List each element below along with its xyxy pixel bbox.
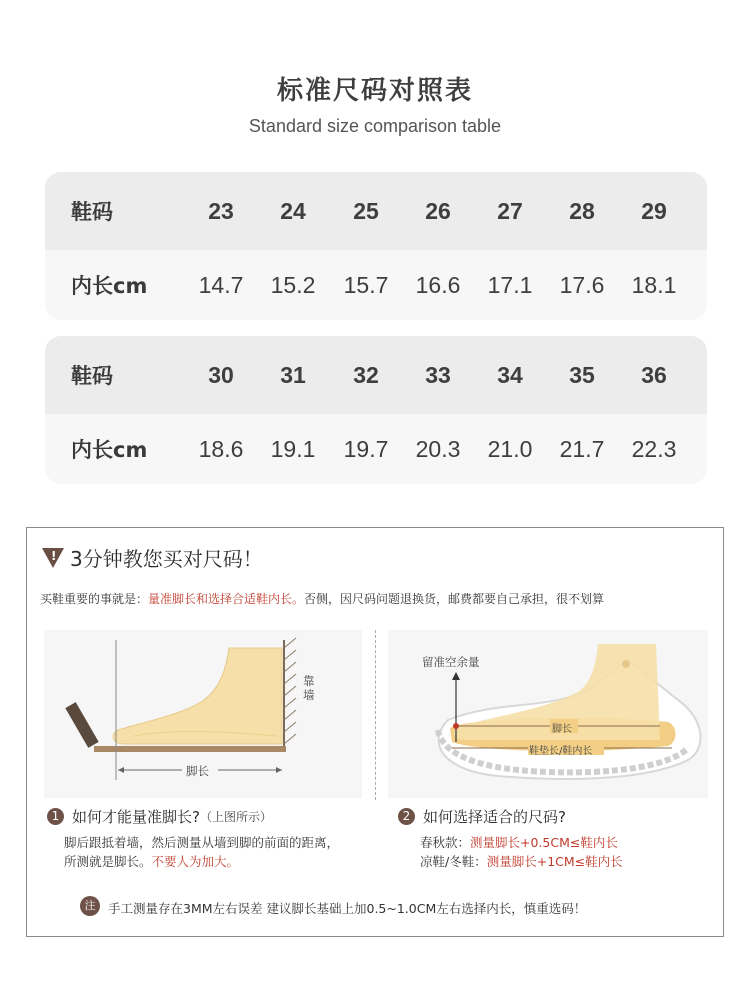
question-2 [398, 806, 566, 827]
table-row-lengths [45, 250, 707, 320]
shoe-size-label: 鞋码 [71, 364, 113, 388]
length-cell: 15.2 [270, 271, 316, 298]
insole-length-label: 鞋垫长/鞋内长 [529, 746, 593, 757]
note-badge: 注 [80, 896, 100, 916]
wall-label: 靠墙 [303, 674, 315, 702]
table-row-sizes [45, 172, 707, 250]
size-cell: 26 [425, 197, 451, 224]
q1-hint: （上图所示） [199, 810, 272, 824]
shoe-fit-illustration [388, 630, 708, 798]
warning-icon: ! [42, 548, 64, 568]
table-row-sizes [45, 336, 707, 414]
length-cell: 16.6 [415, 271, 461, 298]
number-badge: 2 [398, 808, 415, 825]
important-note [40, 590, 604, 607]
length-cell: 22.3 [631, 435, 677, 462]
q1-answer [64, 833, 339, 871]
q2-line1-red: 测量脚长+0.5CM≤鞋内长 [470, 835, 618, 850]
size-cell: 30 [208, 361, 234, 388]
size-cell: 27 [497, 197, 523, 224]
page-title: 标准尺码对照表 [276, 76, 473, 106]
important-suffix: 否侧，因尺码问题退换货，邮费都要自己承担，很不划算 [304, 592, 605, 606]
important-prefix: 买鞋重要的事就是： [40, 592, 149, 606]
q2-title: 如何选择适合的尺码? [423, 808, 566, 826]
page-subtitle: Standard size comparison table [248, 116, 502, 136]
foot-length-label: 脚长 [186, 764, 209, 778]
inner-length-label: 内长cm [71, 438, 148, 462]
size-table-1 [45, 172, 707, 320]
size-cell: 24 [280, 197, 306, 224]
important-red: 量准脚长和选择合适鞋内长。 [148, 592, 305, 606]
size-cell: 25 [353, 197, 379, 224]
length-cell: 17.6 [559, 271, 605, 298]
q1-line2-red: 不要人为加大。 [151, 854, 240, 869]
q1-line2-prefix: 所测就是脚长。 [64, 854, 152, 869]
question-1 [47, 806, 272, 827]
q2-line1-prefix: 春秋款： [420, 835, 471, 850]
length-cell: 18.1 [631, 271, 677, 298]
guide-title-text: 3分钟教您买对尺码！ [70, 547, 263, 571]
size-table-2 [45, 336, 707, 484]
q2-line2-red: 测量脚长+1CM≤鞋内长 [486, 854, 623, 869]
length-cell: 21.7 [559, 435, 605, 462]
size-cell: 34 [497, 361, 523, 388]
table-row-lengths [45, 414, 707, 484]
shoe-size-label: 鞋码 [71, 200, 113, 224]
reserve-label: 留准空余量 [422, 655, 480, 669]
length-cell: 14.7 [198, 271, 244, 298]
size-cell: 28 [569, 197, 595, 224]
size-cell: 35 [569, 361, 595, 388]
size-cell: 32 [353, 361, 379, 388]
length-cell: 19.7 [343, 435, 389, 462]
q1-title: 如何才能量准脚长? [72, 808, 200, 826]
length-cell: 15.7 [343, 271, 389, 298]
length-cell: 21.0 [487, 435, 533, 462]
q1-line1: 脚后跟抵着墙，然后测量从墙到脚的前面的距离， [64, 835, 340, 850]
q2-answer [420, 833, 623, 871]
size-cell: 36 [641, 361, 667, 388]
length-cell: 17.1 [487, 271, 533, 298]
panel-divider [375, 630, 376, 800]
size-cell: 31 [280, 361, 306, 388]
size-cell: 29 [641, 197, 667, 224]
length-cell: 19.1 [270, 435, 316, 462]
q2-line2-prefix: 凉鞋/冬鞋： [420, 854, 487, 869]
measurement-note: 手工测量存在3MM左右误差 建议脚长基础上加0.5~1.0CM左右选择内长，慎重选码！ [108, 901, 587, 916]
inner-length-label: 内长cm [71, 274, 148, 298]
measure-foot-illustration [44, 630, 362, 798]
length-cell: 18.6 [198, 435, 244, 462]
size-cell: 33 [425, 361, 451, 388]
length-cell: 20.3 [415, 435, 461, 462]
guide-title [42, 543, 263, 572]
foot-length-label-2: 脚长 [552, 724, 572, 735]
number-badge: 1 [47, 808, 64, 825]
size-cell: 23 [208, 197, 234, 224]
